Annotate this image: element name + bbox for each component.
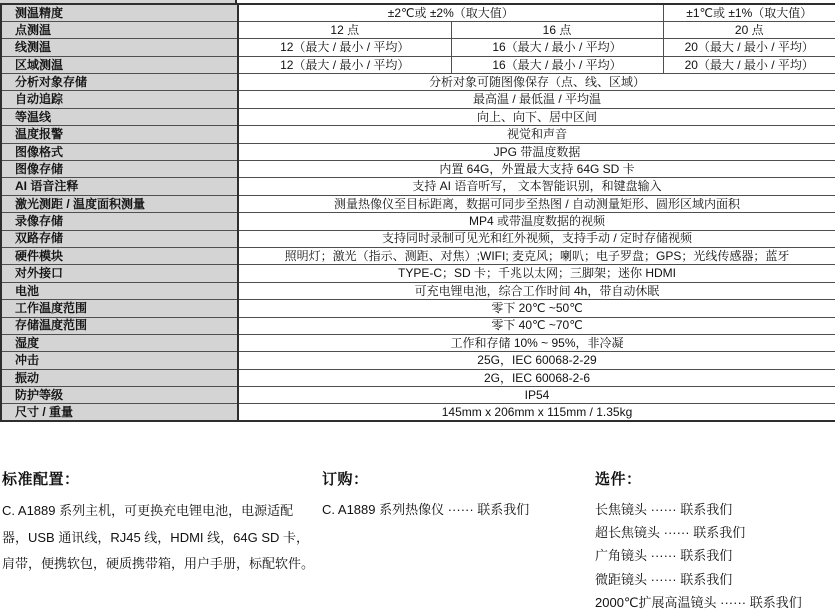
spec-value: ±2℃或 ±2%（取大值） [238, 4, 663, 21]
spec-value: ±1℃或 ±1%（取大值） [663, 4, 835, 21]
spec-row [1, 178, 835, 195]
spec-row [1, 317, 835, 334]
spec-value: 12 点 [238, 21, 451, 38]
spec-value: 16 点 [451, 21, 663, 38]
spec-table [0, 3, 835, 422]
spec-label: 录像存储 [1, 213, 238, 230]
option-item: 微距镜头 ······ 联系我们 [595, 571, 733, 587]
spec-row [1, 21, 835, 38]
spec-label: 自动追踪 [1, 91, 238, 108]
spec-label: 对外接口 [1, 265, 238, 282]
spec-value: 支持 AI 语音听写， 文本智能识别，和键盘输入 [238, 178, 835, 195]
spec-value: 照明灯；激光（指示、测距、对焦）;WIFI; 麦克风；喇叭；电子罗盘；GPS；光线传感器；蓝牙 [238, 247, 835, 264]
spec-row [1, 126, 835, 143]
spec-table-grid [0, 3, 835, 422]
spec-row [1, 56, 835, 73]
options-section [595, 468, 835, 614]
spec-value: 2G，IEC 60068-2-6 [238, 369, 835, 386]
spec-label: 图像格式 [1, 143, 238, 160]
spec-label: 防护等级 [1, 387, 238, 404]
spec-value: IP54 [238, 387, 835, 404]
spec-value: 12（最大 / 最小 / 平均） [238, 56, 451, 73]
spec-value: TYPE-C；SD 卡；千兆以太网；三脚架；迷你 HDMI [238, 265, 835, 282]
spec-row [1, 387, 835, 404]
spec-value: 12（最大 / 最小 / 平均） [238, 39, 451, 56]
spec-value: 工作和存储 10% ~ 95%，非冷凝 [238, 334, 835, 351]
spec-row [1, 161, 835, 178]
spec-label: 振动 [1, 369, 238, 386]
spec-row [1, 352, 835, 369]
spec-row [1, 143, 835, 160]
spec-label: AI 语音注释 [1, 178, 238, 195]
options-title: 选件： [595, 471, 642, 488]
spec-row [1, 108, 835, 125]
spec-row [1, 404, 835, 421]
spec-row [1, 369, 835, 386]
standard-config-title: 标准配置： [2, 471, 80, 488]
spec-value: 分析对象可随图像保存（点、线、区域） [238, 74, 835, 91]
spec-value: 视觉和声音 [238, 126, 835, 143]
spec-label: 工作温度范围 [1, 300, 238, 317]
order-title: 订购： [322, 471, 369, 488]
spec-value: 20 点 [663, 21, 835, 38]
spec-value: 20（最大 / 最小 / 平均） [663, 39, 835, 56]
spec-value: 25G，IEC 60068-2-29 [238, 352, 835, 369]
spec-value: MP4 或带温度数据的视频 [238, 213, 835, 230]
spec-label: 硬件模块 [1, 247, 238, 264]
spec-label: 湿度 [1, 334, 238, 351]
spec-label: 电池 [1, 282, 238, 299]
spec-value: 16（最大 / 最小 / 平均） [451, 56, 663, 73]
spec-label: 线测温 [1, 39, 238, 56]
spec-label: 存储温度范围 [1, 317, 238, 334]
spec-row [1, 74, 835, 91]
spec-label: 双路存储 [1, 230, 238, 247]
spec-value: 16（最大 / 最小 / 平均） [451, 39, 663, 56]
spec-value: 支持同时录制可见光和红外视频，支持手动 / 定时存储视频 [238, 230, 835, 247]
spec-row [1, 265, 835, 282]
spec-value: 内置 64G，外置最大支持 64G SD 卡 [238, 161, 835, 178]
option-item: 2000℃扩展高温镜头 ······ 联系我们 [595, 594, 802, 610]
spec-label: 区域测温 [1, 56, 238, 73]
spec-row [1, 213, 835, 230]
spec-label: 等温线 [1, 108, 238, 125]
spec-label: 尺寸 / 重量 [1, 404, 238, 421]
spec-label: 测温精度 [1, 4, 238, 21]
spec-row [1, 230, 835, 247]
spec-label: 冲击 [1, 352, 238, 369]
options-list [595, 498, 835, 614]
order-item: C. A1889 系列热像仪 ······ 联系我们 [322, 502, 530, 517]
standard-config-body: C. A1889 系列主机，可更换充电锂电池，电源适配器，USB 通讯线，RJ45 线，HDMI 线，64G SD 卡，肩带，便携软包，硬质携带箱，用户手册，标配软件。 [2, 503, 315, 571]
order-section [322, 468, 587, 522]
spec-value: 可充电锂电池，综合工作时间 4h，带自动休眠 [238, 282, 835, 299]
spec-row [1, 91, 835, 108]
spec-label: 激光测距 / 温度面积测量 [1, 195, 238, 212]
spec-value: 最高温 / 最低温 / 平均温 [238, 91, 835, 108]
spec-label: 图像存储 [1, 161, 238, 178]
spec-value: 20（最大 / 最小 / 平均） [663, 56, 835, 73]
spec-label: 分析对象存储 [1, 74, 238, 91]
spec-value: 测量热像仪至目标距离，数据可同步至热图 / 自动测量矩形、圆形区域内面积 [238, 195, 835, 212]
option-item: 广角镜头 ······ 联系我们 [595, 548, 733, 564]
spec-row [1, 39, 835, 56]
spec-value: 向上、向下、居中区间 [238, 108, 835, 125]
spec-row [1, 300, 835, 317]
spec-row [1, 4, 835, 21]
option-item: 长焦镜头 ······ 联系我们 [595, 502, 733, 517]
spec-value: 零下 40℃ ~70℃ [238, 317, 835, 334]
spec-row [1, 247, 835, 264]
spec-row [1, 282, 835, 299]
standard-config-section [2, 468, 314, 578]
spec-value: JPG 带温度数据 [238, 143, 835, 160]
spec-value: 145mm x 206mm x 115mm / 1.35kg [238, 404, 835, 421]
spec-row [1, 334, 835, 351]
option-item: 超长焦镜头 ······ 联系我们 [595, 525, 746, 541]
spec-row [1, 195, 835, 212]
spec-value: 零下 20℃ ~50℃ [238, 300, 835, 317]
spec-label: 点测温 [1, 21, 238, 38]
spec-label: 温度报警 [1, 126, 238, 143]
order-items [322, 498, 587, 522]
